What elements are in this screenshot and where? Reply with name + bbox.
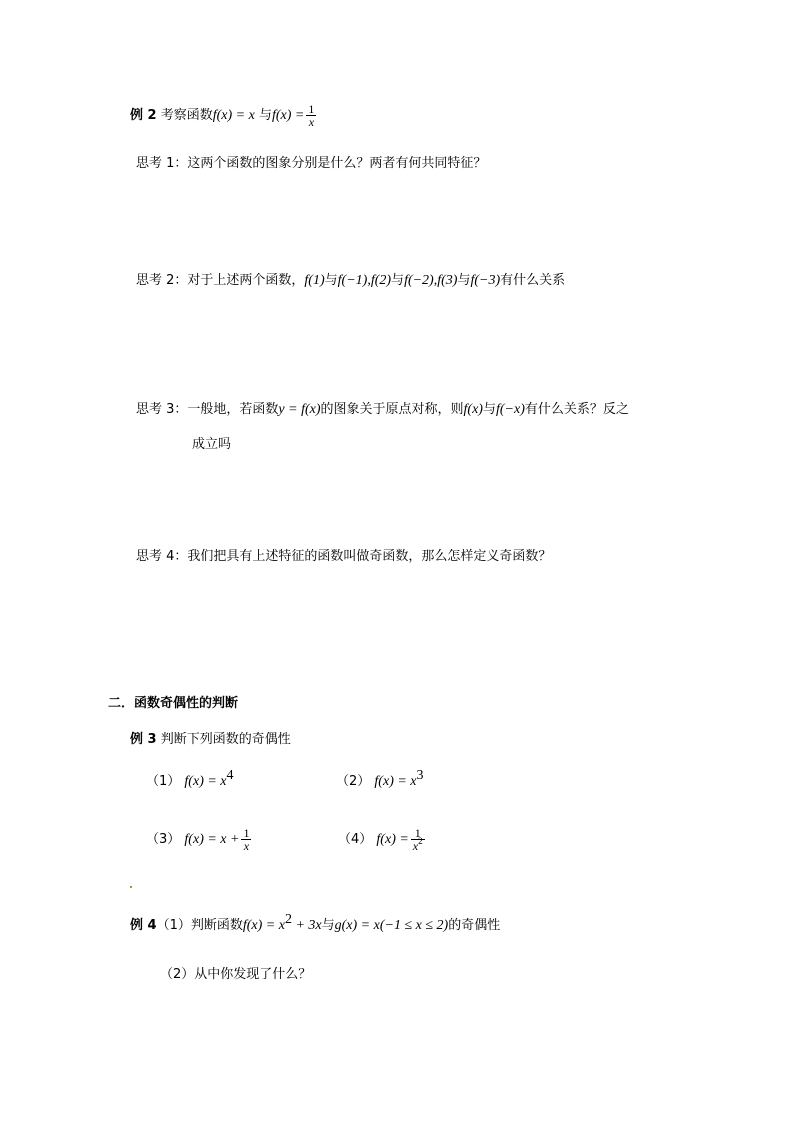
item-number: （4）: [338, 832, 373, 847]
item-expression: f(x) = x +: [184, 832, 240, 847]
example-4-tail: 的奇偶性: [448, 918, 501, 933]
expr-f-negx: f(−x): [495, 402, 525, 417]
example-2-label: 例 2: [130, 108, 157, 123]
expr-f1: f(1): [304, 273, 325, 288]
example-4-part-1: （1）判断函数: [156, 918, 243, 933]
example-3: [130, 731, 291, 749]
question-3-continuation: 成立吗: [192, 437, 232, 452]
expr-f2: f(2): [370, 273, 392, 288]
item-number: （2）: [336, 774, 371, 789]
stray-dot: [130, 886, 132, 888]
connector: 与: [391, 273, 405, 288]
exponent: 2: [284, 912, 292, 927]
fraction-1-over-x: $\frac{1}{x}$: [308, 102, 315, 129]
function-f-reciprocal: f(x) =: [271, 108, 305, 123]
item-expression: f(x) = x: [184, 774, 227, 789]
example-2-text: 考察函数: [160, 108, 213, 123]
question-3-label: 思考 3：: [136, 402, 188, 417]
ex3-item-1: [146, 768, 234, 791]
question-3-text-3: 有什么关系？反之: [524, 402, 629, 417]
example-2: [130, 103, 318, 128]
expr-f3: f(3): [437, 273, 458, 288]
question-1: [136, 155, 486, 173]
ex3-item-2: [336, 768, 424, 791]
comma: ,: [367, 273, 371, 288]
item-expression: f(x) =: [376, 832, 409, 847]
item-number: （1）: [146, 774, 181, 789]
expr-y-equals-fx: y = f(x): [278, 402, 321, 417]
exponent: 4: [226, 768, 234, 783]
connector: 与: [482, 402, 496, 417]
expr-f-neg1: f(−1): [337, 273, 368, 288]
example-3-label: 例 3: [130, 732, 157, 747]
exponent: 3: [416, 768, 424, 783]
example-4: [130, 912, 501, 935]
expr-fx-tail: + 3x: [291, 918, 322, 933]
function-f-x: f(x) = x: [212, 108, 255, 123]
connector: 与: [457, 273, 471, 288]
ex3-item-4: [338, 827, 427, 852]
question-4-label: 思考 4：: [136, 549, 188, 564]
question-2-text: 对于上述两个函数，: [187, 273, 305, 288]
connector: 与: [321, 918, 335, 933]
question-4: [136, 548, 551, 566]
expr-gx: g(x) = x(−1 ≤ x ≤ 2): [334, 918, 449, 933]
question-2-label: 思考 2：: [136, 273, 188, 288]
comma: ,: [433, 273, 438, 288]
item-expression: f(x) = x: [374, 774, 417, 789]
section-2-title: 二．函数奇偶性的判断: [108, 696, 239, 711]
expr-fx: f(x): [463, 402, 483, 417]
connector: 与: [258, 108, 272, 123]
question-3: [136, 401, 629, 419]
example-4-label: 例 4: [130, 918, 157, 933]
question-1-label: 思考 1：: [136, 156, 188, 171]
question-2-tail: 有什么关系: [500, 273, 566, 288]
question-3-text-2: 的图象关于原点对称，则: [320, 402, 464, 417]
ex3-item-3: [146, 827, 253, 852]
expr-f-neg3: f(−3): [470, 273, 501, 288]
fraction-1-over-x: $\frac{1}{x}$: [243, 826, 250, 853]
question-2: [136, 272, 565, 290]
connector: 与: [324, 273, 338, 288]
example-4-part-2: （2）从中你发现了什么？: [160, 967, 312, 982]
example-3-text: 判断下列函数的奇偶性: [160, 732, 291, 747]
question-4-text: 我们把具有上述特征的函数叫做奇函数，那么怎样定义奇函数？: [187, 549, 552, 564]
question-1-text: 这两个函数的图象分别是什么？两者有何共同特征？: [187, 156, 487, 171]
expr-fx-quadratic: f(x) = x: [242, 918, 285, 933]
expr-f-neg2: f(−2): [404, 273, 434, 288]
item-number: （3）: [146, 832, 181, 847]
fraction-1-over-x-squared: $\frac{1}{x^2}$: [412, 826, 423, 853]
question-3-text: 一般地，若函数: [187, 402, 279, 417]
